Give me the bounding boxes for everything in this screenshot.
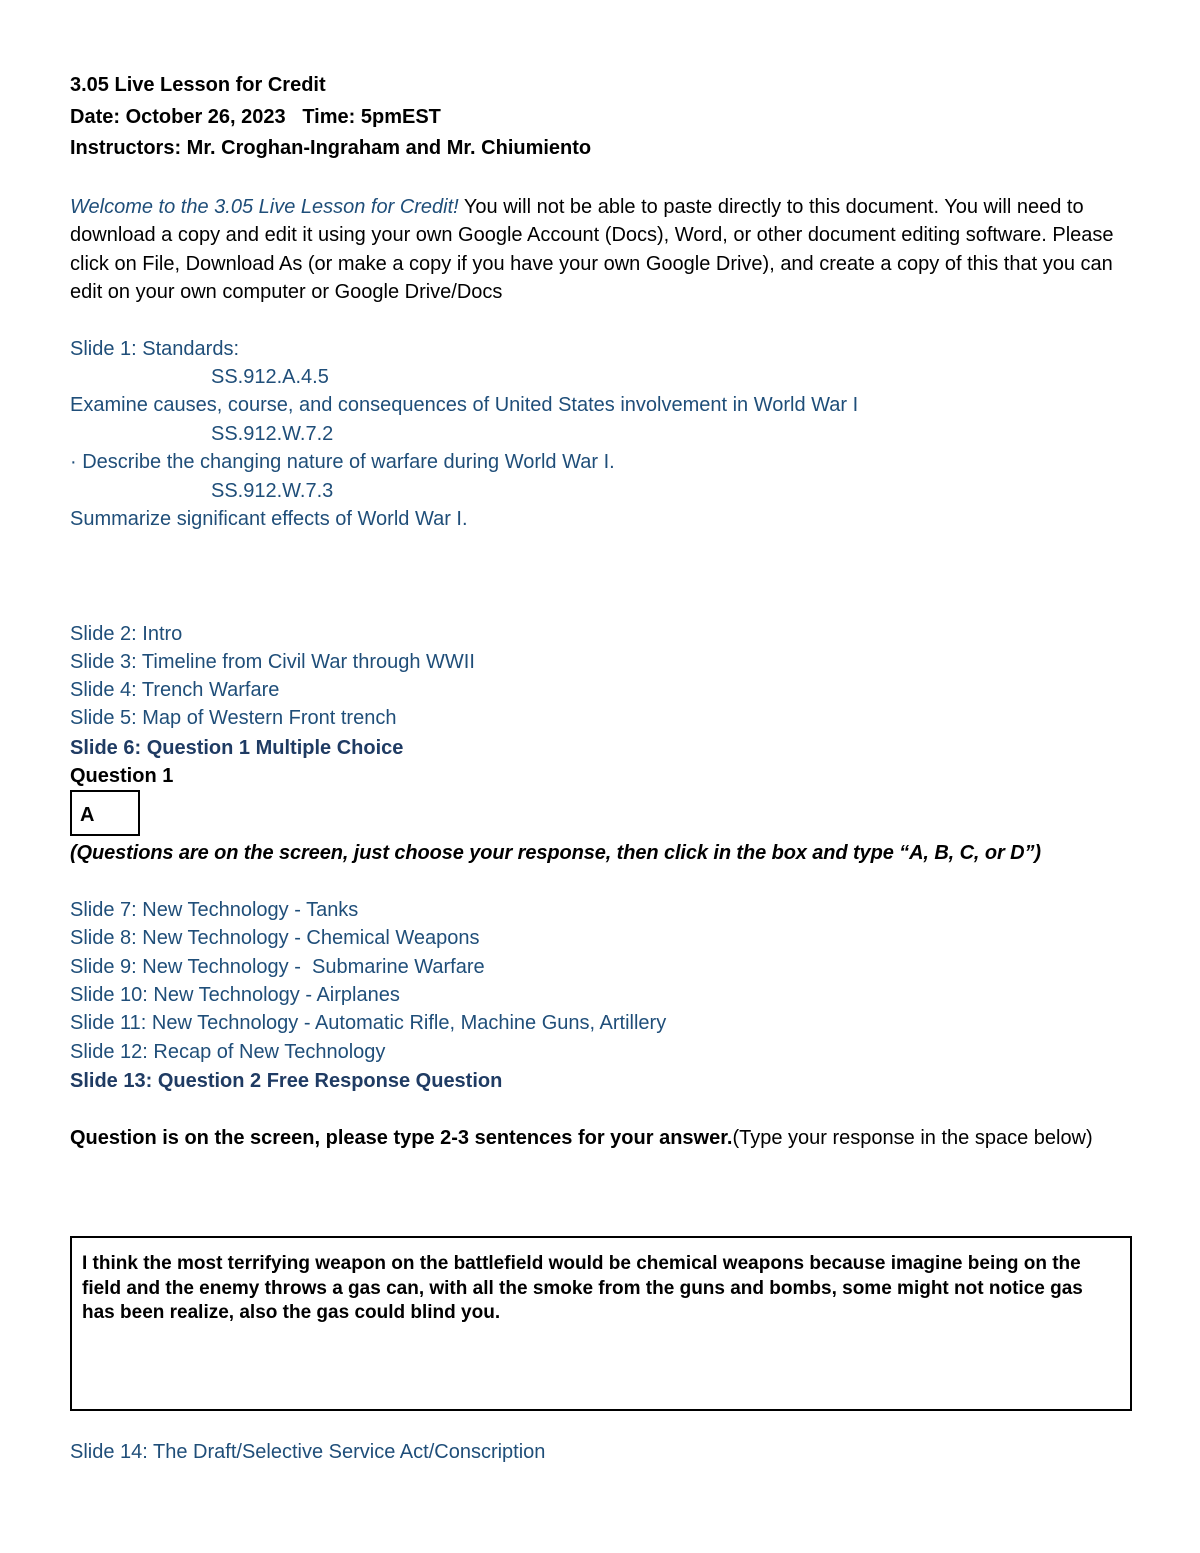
slide-item: Slide 12: Recap of New Technology [70, 1041, 386, 1063]
question1-label: Question 1 [70, 765, 174, 787]
intro-instructions: You will not be able to paste directly to this document. You will need to download a copy and edit it using your own Google Account (Docs), Word, or other document editing software. Please click on File, Download As (or make a copy if you have your own Google Drive), and create a copy of this that you can edit on your own computer or Google Drive/Docs [70, 196, 1114, 304]
question1-slide-heading: Slide 6: Question 1 Multiple Choice [70, 737, 404, 759]
standard-code: SS.912.A.4.5 [211, 366, 329, 388]
document-title: 3.05 Live Lesson for Credit [70, 74, 326, 96]
question2-prompt-rest: (Type your response in the space below) [732, 1127, 1093, 1149]
question1-answer-box[interactable]: A [70, 790, 140, 836]
standard-text: · Describe the changing nature of warfare during World War I. [70, 451, 615, 473]
question1-instructions: (Questions are on the screen, just choose your response, then click in the box and type “A, B, C, or D”) [70, 842, 1041, 864]
slide-item: Slide 10: New Technology - Airplanes [70, 984, 400, 1006]
slide-item: Slide 8: New Technology - Chemical Weapons [70, 927, 480, 949]
slide-item: Slide 5: Map of Western Front trench [70, 707, 397, 729]
standards-heading: Slide 1: Standards: [70, 338, 239, 360]
question2-answer-box[interactable]: I think the most terrifying weapon on the battlefield would be chemical weapons because imagine being on the field and the enemy throws a gas can, with all the smoke from the guns and bombs, some might not notice gas has been realize, also the gas could blind you. [70, 1236, 1132, 1411]
welcome-text: Welcome to the 3.05 Live Lesson for Credit! [70, 196, 459, 218]
question2-prompt [70, 1124, 1132, 1152]
slide-item: Slide 14: The Draft/Selective Service Act/Conscription [70, 1441, 546, 1463]
date-time: Date: October 26, 2023 Time: 5pmEST [70, 106, 441, 128]
question2-prompt-bold: Question is on the screen, please type 2-3 sentences for your answer. [70, 1127, 733, 1149]
slide-item: Slide 7: New Technology - Tanks [70, 899, 359, 921]
slide-item: Slide 4: Trench Warfare [70, 679, 280, 701]
standard-text: Examine causes, course, and consequences of United States involvement in World War I [70, 394, 859, 416]
question2-slide-heading: Slide 13: Question 2 Free Response Question [70, 1070, 503, 1092]
standard-code: SS.912.W.7.2 [211, 423, 334, 445]
standard-code: SS.912.W.7.3 [211, 480, 334, 502]
slide-item: Slide 9: New Technology - Submarine Warfare [70, 956, 485, 978]
slide-item: Slide 2: Intro [70, 623, 183, 645]
slide-item: Slide 11: New Technology - Automatic Rifle, Machine Guns, Artillery [70, 1012, 667, 1034]
standard-text: Summarize significant effects of World War I. [70, 508, 468, 530]
intro-paragraph [70, 193, 1132, 307]
slide-item: Slide 3: Timeline from Civil War through WWII [70, 651, 475, 673]
instructors: Instructors: Mr. Croghan-Ingraham and Mr. Chiumiento [70, 137, 592, 159]
